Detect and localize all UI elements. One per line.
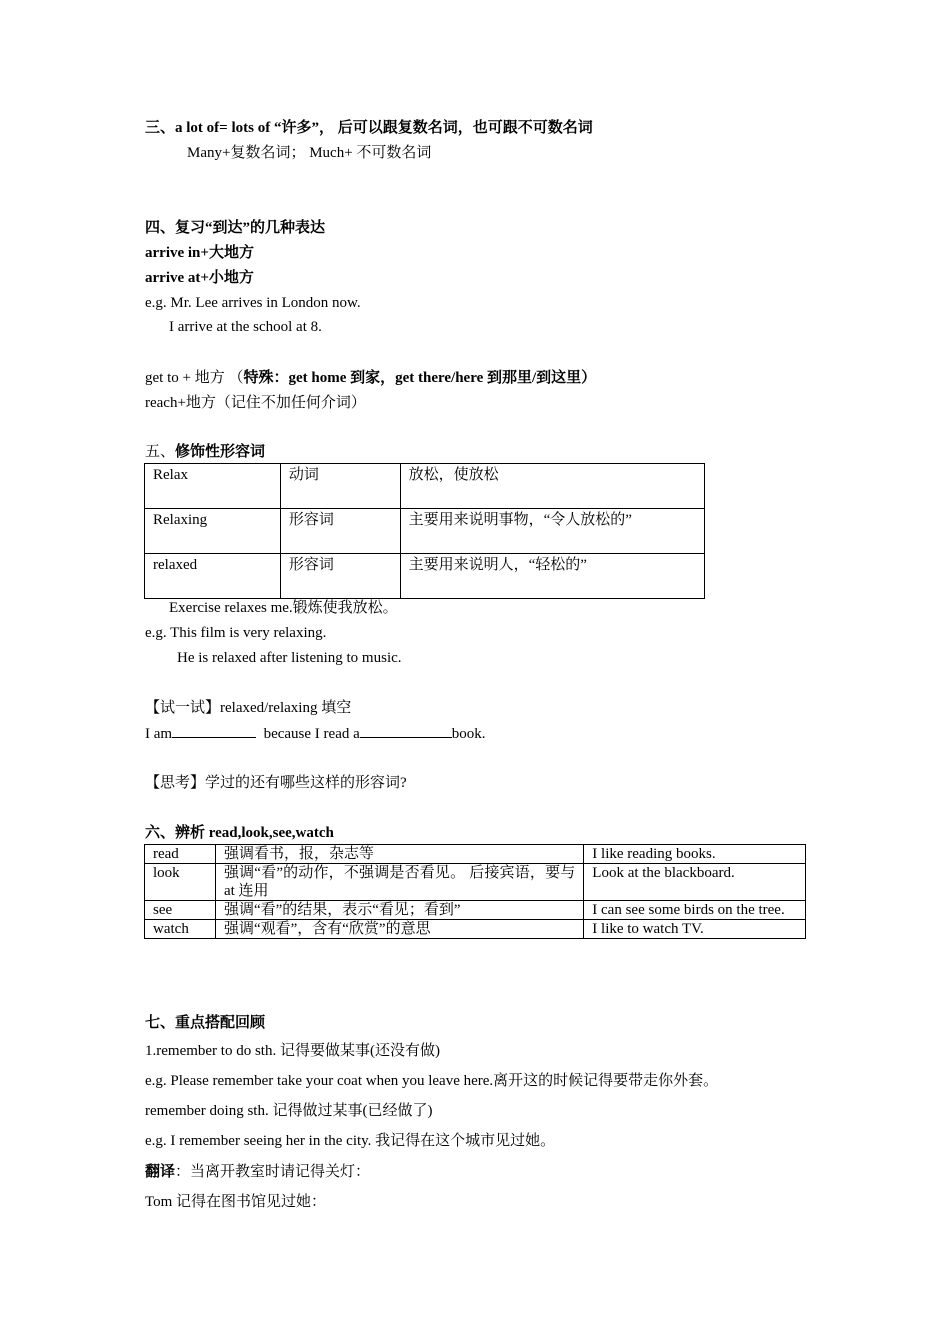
table-cell: 主要用来说明人，“轻松的” bbox=[400, 554, 704, 599]
table-cell: Relax bbox=[145, 464, 281, 509]
blank-field[interactable] bbox=[360, 723, 452, 738]
fill-text: book. bbox=[451, 726, 486, 742]
table-cell: see bbox=[145, 901, 216, 920]
example-line: He is relaxed after listening to music. bbox=[177, 650, 402, 666]
table-cell: Look at the blackboard. bbox=[584, 864, 806, 901]
table-cell: relaxed bbox=[145, 554, 281, 599]
translation-text: ：当离开教室时请记得关灯： bbox=[175, 1164, 371, 1180]
get-to-prefix: get to + 地方 （ bbox=[145, 370, 244, 386]
table-cell: 强调看书，报，杂志等 bbox=[215, 845, 583, 864]
try-title: 【试一试】relaxed/relaxing 填空 bbox=[145, 700, 352, 716]
fill-text: because I read a bbox=[256, 726, 360, 742]
section5-heading-title: 修饰性形容词 bbox=[175, 444, 266, 460]
table-cell: 强调“看”的结果，表示“看见；看到” bbox=[215, 901, 583, 920]
section7-heading: 七、重点搭配回顾 bbox=[145, 1015, 266, 1031]
example-line: e.g. Mr. Lee arrives in London now. bbox=[145, 295, 361, 311]
table-row bbox=[145, 554, 705, 599]
example-line: e.g. I remember seeing her in the city. 我记得在这个城市见过她。 bbox=[145, 1133, 556, 1149]
section3-heading: 三、a lot of= lots of “许多”， 后可以跟复数名词，也可跟不可数名词 bbox=[145, 120, 593, 136]
collocation-line: remember doing sth. 记得做过某事(已经做了) bbox=[145, 1103, 433, 1119]
table-cell: look bbox=[145, 864, 216, 901]
section5-heading-prefix: 五、 bbox=[145, 444, 176, 460]
arrive-in-line: arrive in+大地方 bbox=[145, 245, 254, 261]
example-line: Exercise relaxes me.锻炼使我放松。 bbox=[169, 600, 398, 616]
table-row bbox=[145, 901, 806, 920]
translation-label: 翻译 bbox=[145, 1164, 176, 1180]
table-row bbox=[145, 920, 806, 939]
table-cell: read bbox=[145, 845, 216, 864]
blank-field[interactable] bbox=[172, 723, 256, 738]
table-cell: 强调“看”的动作，不强调是否看见。 后接宾语，要与 at 连用 bbox=[215, 864, 583, 901]
arrive-at-line: arrive at+小地方 bbox=[145, 270, 254, 286]
table-row bbox=[145, 509, 705, 554]
table-cell: I like to watch TV. bbox=[584, 920, 806, 939]
translation-line: Tom 记得在图书馆见过她： bbox=[145, 1194, 327, 1210]
get-to-line bbox=[145, 368, 596, 388]
table-cell: 放松，使放松 bbox=[400, 464, 704, 509]
section6-heading: 六、辨析 read,look,see,watch bbox=[145, 825, 334, 841]
fill-blank-line bbox=[145, 723, 486, 744]
think-line: 【思考】学过的还有哪些这样的形容词? bbox=[145, 775, 407, 791]
table-cell: 强调“观看”，含有“欣赏”的意思 bbox=[215, 920, 583, 939]
table-cell: I like reading books. bbox=[584, 845, 806, 864]
table-cell: 形容词 bbox=[280, 554, 400, 599]
table-row bbox=[145, 845, 806, 864]
collocation-line: 1.remember to do sth. 记得要做某事(还没有做) bbox=[145, 1043, 440, 1059]
section3-line: Many+复数名词； Much+ 不可数名词 bbox=[187, 145, 432, 161]
adjective-table bbox=[144, 463, 705, 599]
section5-heading bbox=[145, 442, 265, 462]
table-cell: I can see some birds on the tree. bbox=[584, 901, 806, 920]
verb-table bbox=[144, 844, 806, 939]
example-line: e.g. Please remember take your coat when you leave here.离开这的时候记得要带走你外套。 bbox=[145, 1073, 719, 1089]
table-cell: 主要用来说明事物，“令人放松的” bbox=[400, 509, 704, 554]
table-cell: Relaxing bbox=[145, 509, 281, 554]
table-cell: 形容词 bbox=[280, 509, 400, 554]
table-cell: 动词 bbox=[280, 464, 400, 509]
table-row bbox=[145, 464, 705, 509]
example-line: I arrive at the school at 8. bbox=[169, 319, 322, 335]
fill-text: I am bbox=[145, 726, 173, 742]
table-cell: watch bbox=[145, 920, 216, 939]
get-to-special: 特殊：get home 到家，get there/here 到那里/到这里） bbox=[243, 370, 597, 386]
example-line: e.g. This film is very relaxing. bbox=[145, 625, 327, 641]
section4-heading: 四、复习“到达”的几种表达 bbox=[145, 220, 326, 236]
reach-line: reach+地方（记住不加任何介词） bbox=[145, 395, 366, 411]
translation-line bbox=[145, 1162, 370, 1182]
table-row bbox=[145, 864, 806, 901]
